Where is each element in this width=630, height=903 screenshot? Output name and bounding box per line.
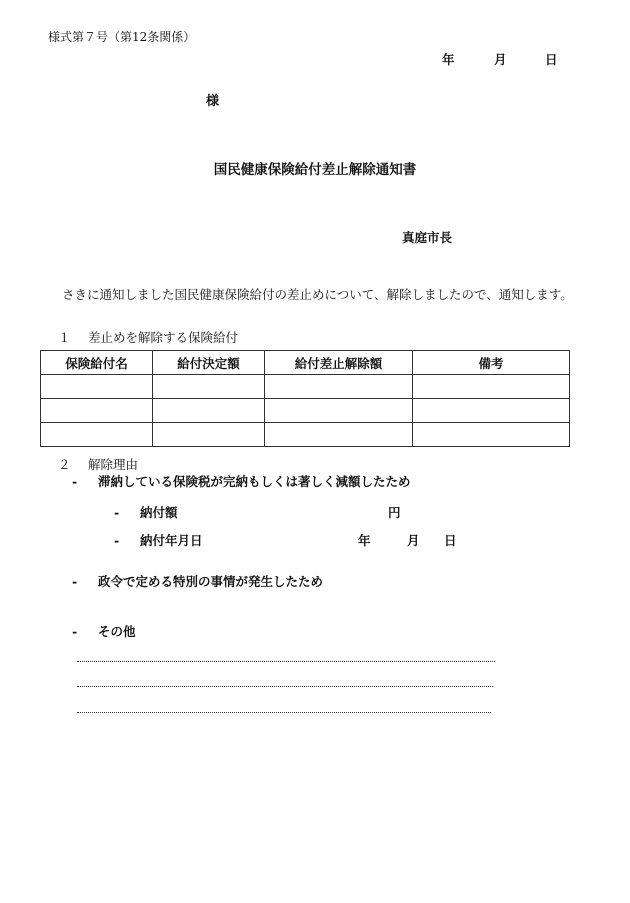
reason-other-text: その他 (98, 624, 136, 639)
table-cell (153, 399, 265, 423)
payment-amount-row (114, 503, 178, 521)
payment-year-label: 年 (358, 533, 371, 548)
table-cell (41, 423, 153, 447)
table-cell (41, 399, 153, 423)
column-header-benefit-name: 保険給付名 (41, 351, 153, 375)
payment-date-label: 納付年月日 (140, 533, 203, 548)
table-row (41, 423, 570, 447)
fill-in-line (77, 661, 495, 662)
form-number: 様式第７号（第12条関係） (48, 30, 196, 44)
issuer-name: 真庭市長 (402, 230, 453, 245)
table-cell (413, 399, 570, 423)
payment-amount-label: 納付額 (140, 505, 178, 520)
document-title: 国民健康保険給付差止解除通知書 (213, 162, 417, 178)
reason-paid-off-text: 滞納している保険税が完納もしくは著しく減額したため (98, 474, 411, 489)
bullet-marker: - (72, 474, 78, 489)
bullet-marker: - (114, 533, 120, 548)
table-row (41, 399, 570, 423)
payment-day-label: 日 (444, 533, 457, 548)
section-2-number: ２ (58, 457, 71, 472)
date-year-label: 年 (442, 52, 455, 67)
table-cell (413, 423, 570, 447)
payment-month-label: 月 (407, 533, 420, 548)
section-1-title: 差止めを解除する保険給付 (88, 330, 239, 345)
column-header-remarks: 備考 (413, 351, 570, 375)
fill-in-line (77, 686, 493, 687)
section-2-heading (58, 455, 138, 473)
table-cell (265, 375, 413, 399)
table-cell (413, 375, 570, 399)
reason-paid-off (72, 472, 411, 490)
section-2-title: 解除理由 (88, 457, 139, 472)
table-cell (265, 423, 413, 447)
table-row (41, 375, 570, 399)
reason-other (72, 622, 136, 640)
payment-date-row (114, 531, 203, 549)
bullet-marker: - (72, 574, 78, 589)
benefit-table (40, 350, 570, 447)
table-cell (41, 375, 153, 399)
section-1-number: １ (58, 330, 71, 345)
reason-special-circumstances (72, 572, 323, 590)
table-cell (265, 399, 413, 423)
bullet-marker: - (114, 505, 120, 520)
column-header-release-amount: 給付差止解除額 (265, 351, 413, 375)
column-header-decided-amount: 給付決定額 (153, 351, 265, 375)
yen-unit: 円 (388, 505, 401, 520)
bullet-marker: - (72, 624, 78, 639)
table-cell (153, 375, 265, 399)
section-1-heading (58, 328, 238, 346)
reason-special-circumstances-text: 政令で定める特別の事情が発生したため (98, 574, 324, 589)
addressee-suffix: 様 (206, 94, 220, 109)
notice-body: さきに通知しました国民健康保険給付の差止めについて、解除しましたので、通知します。 (62, 287, 573, 302)
date-day-label: 日 (545, 52, 558, 67)
table-cell (153, 423, 265, 447)
fill-in-line (77, 712, 491, 713)
table-header-row (41, 351, 570, 375)
date-month-label: 月 (494, 52, 507, 67)
